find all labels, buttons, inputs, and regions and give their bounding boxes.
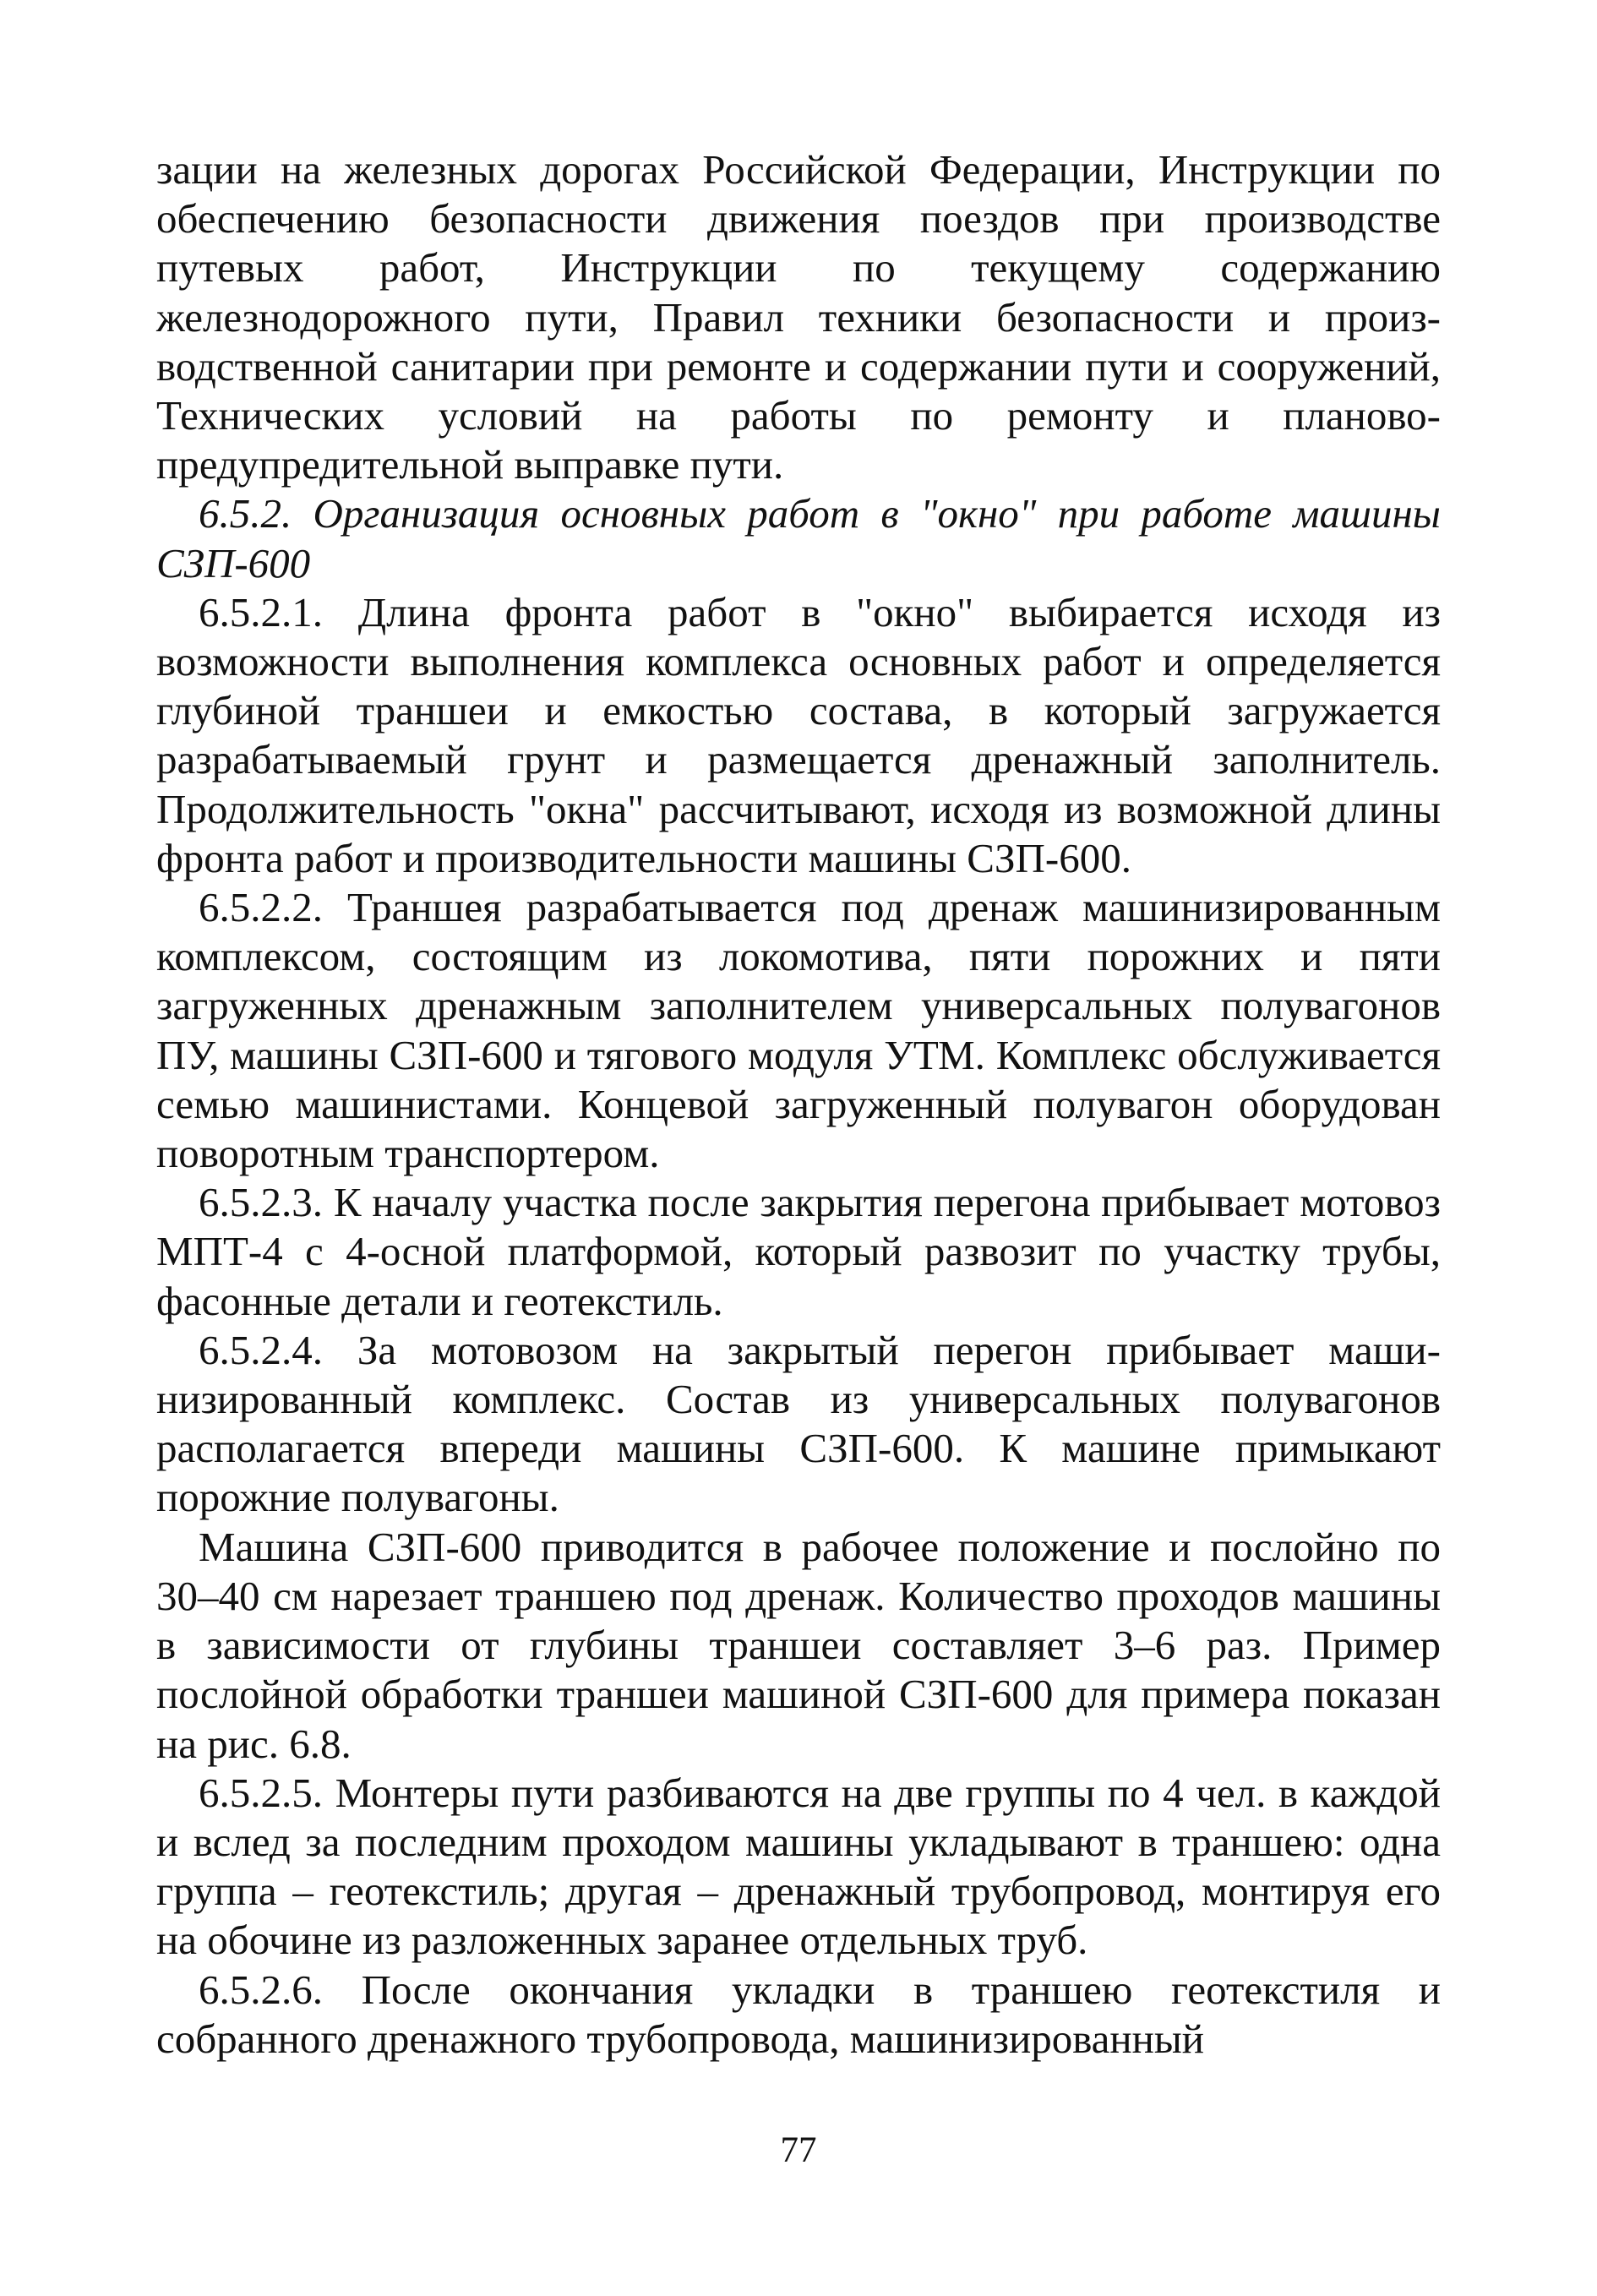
paragraph-6-5-2-6: 6.5.2.6. После окончания укладки в траншею геотекстиля и собранного дренажного трубопровода, машинизированный [156,1966,1441,2062]
paragraph-6-5-2-2: 6.5.2.2. Траншея разрабатывается под дренаж машинизированным комплексом, состоящим из локомотива, пяти порожних и пяти загруженных дренажным заполнителем универсальных полувагонов ПУ, машины СЗП-600 и тягового модуля УТМ. Комплекс обслуживается семью машинистами. Концевой загруженный полувагон оборудован поворотным транспортером. [156,884,1441,1177]
page-number: 77 [780,2130,817,2170]
paragraph-machine-szp-600: Машина СЗП-600 приводится в рабочее положение и послойно по 30–40 см нарезает траншею под дренаж. Количество проходов машины в зависимости от глубины траншеи составляет 3–6 раз. Пример послойной обработки траншеи машиной СЗП-600 для примера показан на рис. 6.8. [156,1523,1441,1767]
section-heading: 6.5.2. Организация основных работ в "окно" при работе машины СЗП-600 [156,490,1441,586]
paragraph-6-5-2-1: 6.5.2.1. Длина фронта работ в "окно" выбирается исходя из возможности выполнения комплекса основных работ и определяется глубиной траншеи и емкостью состава, в который загружается разрабатываемый грунт и размещается дренажный заполнитель. Продолжительность "окна" рассчитывают, исходя из возможной длины фронта работ и производительности машины СЗП-600. [156,588,1441,881]
paragraph-6-5-2-5: 6.5.2.5. Монтеры пути разбиваются на две группы по 4 чел. в каждой и вслед за последним проходом машины укладывают в траншею: одна группа – геотекстиль; другая – дренажный трубопровод, монтируя его на обочине из разложенных заранее отдельных труб. [156,1769,1441,1964]
paragraph-6-5-2-4: 6.5.2.4. За мотовозом на закрытый перегон прибывает машинизированный комплекс. Состав из универсальных полувагонов располагается впереди машины СЗП-600. К машине примыкают порожние полувагоны. [156,1326,1441,1521]
paragraph-6-5-2-3: 6.5.2.3. К началу участка после закрытия перегона прибывает мотовоз МПТ-4 с 4-осной платформой, который развозит по участку трубы, фасонные детали и геотекстиль. [156,1179,1441,1324]
page-body [156,145,1441,2064]
paragraph-continuation: зации на железных дорогах Российской Федерации, Инструкции по обеспечению безопасности движения поездов при производстве путевых работ, Инструкции по текущему содержанию железнодорожного пути, Правил техники безопасности и производственной санитарии при ремонте и содержании пути и сооружений, Технических условий на работы по ремонту и планово-предупредительной выправке пути. [156,146,1441,488]
